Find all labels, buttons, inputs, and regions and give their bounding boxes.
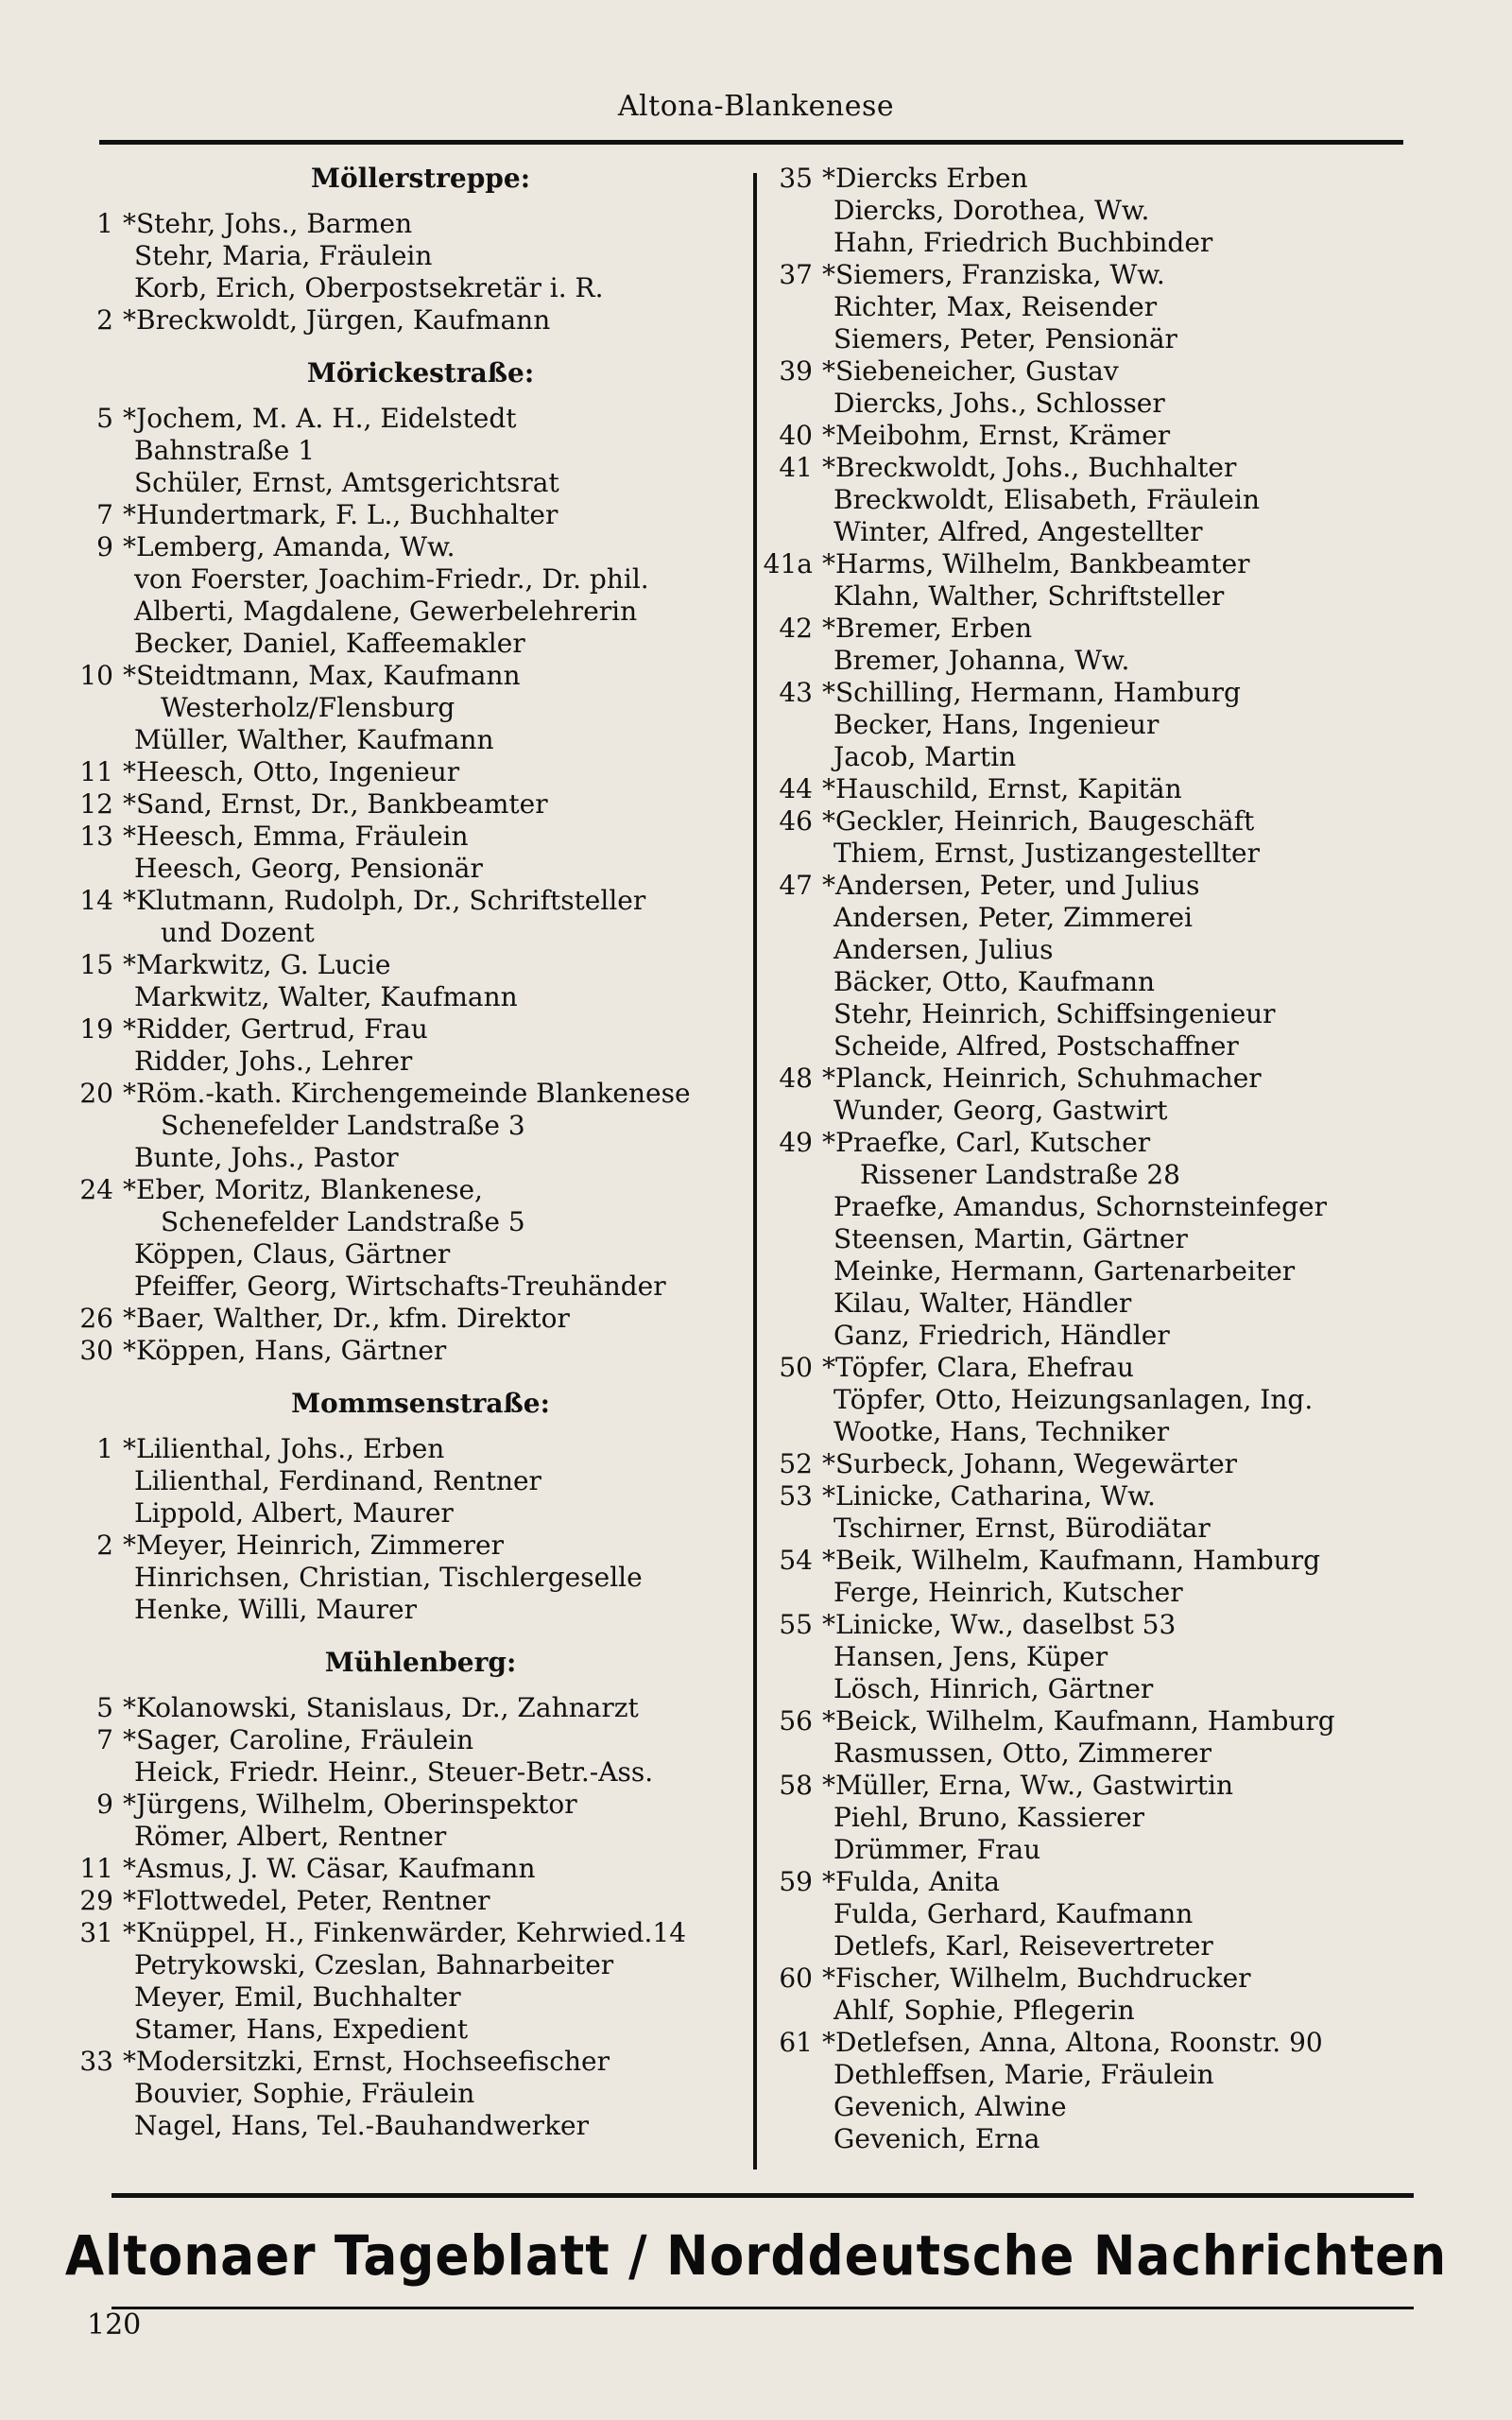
resident-text: Henke, Willi, Maurer xyxy=(134,1594,418,1625)
directory-entry xyxy=(756,291,1436,323)
resident-text: Heesch, Georg, Pensionär xyxy=(134,853,483,884)
resident-text: Lippold, Albert, Maurer xyxy=(134,1497,454,1529)
directory-entry xyxy=(756,1288,1436,1320)
page-number: 120 xyxy=(87,2308,142,2342)
directory-entry xyxy=(57,272,747,304)
house-number: 13 xyxy=(79,821,113,852)
directory-entry xyxy=(756,1352,1436,1384)
directory-entry xyxy=(756,1448,1436,1480)
directory-entry xyxy=(57,1692,747,1724)
house-number: 1 xyxy=(96,1433,113,1464)
resident-text: Becker, Hans, Ingenieur xyxy=(833,709,1160,740)
resident-text: Becker, Daniel, Kaffeemakler xyxy=(134,628,525,659)
house-number: 2 xyxy=(96,304,113,336)
house-number: 7 xyxy=(96,499,113,530)
resident-text: Winter, Alfred, Angestellter xyxy=(833,516,1203,547)
resident-text: Scheide, Alfred, Postschaffner xyxy=(833,1030,1239,1062)
right-column xyxy=(756,163,1436,2155)
resident-text: *Harms, Wilhelm, Bankbeamter xyxy=(822,548,1250,579)
directory-entry xyxy=(57,1270,747,1303)
resident-text: Schüler, Ernst, Amtsgerichtsrat xyxy=(134,467,559,498)
resident-text: Tschirner, Ernst, Bürodiätar xyxy=(833,1512,1211,1544)
directory-entry xyxy=(57,435,747,467)
house-number: 48 xyxy=(779,1063,813,1094)
resident-text: Heick, Friedr. Heinr., Steuer-Betr.-Ass. xyxy=(134,1756,654,1788)
directory-entry xyxy=(756,1866,1436,1898)
street-heading: Mommsenstraße: xyxy=(291,1388,550,1419)
house-number: 58 xyxy=(779,1770,813,1801)
house-number: 52 xyxy=(779,1448,813,1479)
directory-entry xyxy=(57,1497,747,1530)
resident-text: *Hundertmark, F. L., Buchhalter xyxy=(123,499,558,530)
house-number: 41a xyxy=(763,548,813,579)
resident-text: *Lemberg, Amanda, Ww. xyxy=(123,531,455,562)
resident-text: *Schilling, Hermann, Hamburg xyxy=(822,677,1241,708)
directory-entry xyxy=(756,323,1436,355)
directory-entry xyxy=(756,902,1436,934)
resident-text: und Dozent xyxy=(161,917,315,948)
directory-entry xyxy=(57,1142,747,1174)
resident-text: Bäcker, Otto, Kaufmann xyxy=(833,966,1156,997)
directory-entry xyxy=(756,2027,1436,2059)
directory-entry xyxy=(57,563,747,596)
house-number: 42 xyxy=(779,613,813,644)
resident-text: Wootke, Hans, Techniker xyxy=(833,1416,1170,1447)
directory-entry xyxy=(756,645,1436,677)
house-number: 49 xyxy=(779,1127,813,1158)
resident-text: Bouvier, Sophie, Fräulein xyxy=(134,2078,475,2109)
resident-text: Bahnstraße 1 xyxy=(134,435,316,466)
directory-entry xyxy=(756,227,1436,259)
directory-entry xyxy=(756,259,1436,291)
resident-text: *Beick, Wilhelm, Kaufmann, Hamburg xyxy=(822,1705,1335,1737)
resident-text: Diercks, Johs., Schlosser xyxy=(833,388,1165,419)
house-number: 10 xyxy=(79,660,113,691)
resident-text: *Breckwoldt, Jürgen, Kaufmann xyxy=(123,304,551,336)
resident-text: Praefke, Amandus, Schornsteinfeger xyxy=(833,1191,1327,1222)
directory-entry xyxy=(756,1191,1436,1223)
house-number: 20 xyxy=(79,1078,113,1109)
footer-rule xyxy=(112,2193,1414,2198)
resident-text: *Klutmann, Rudolph, Dr., Schriftsteller xyxy=(123,885,646,916)
directory-entry xyxy=(756,1512,1436,1545)
resident-text: *Surbeck, Johann, Wegewärter xyxy=(822,1448,1238,1479)
directory-entry xyxy=(57,1949,747,1981)
directory-entry xyxy=(756,773,1436,805)
resident-text: Meyer, Emil, Buchhalter xyxy=(134,1981,461,2013)
resident-text: Alberti, Magdalene, Gewerbelehrerin xyxy=(134,596,638,627)
house-number: 31 xyxy=(79,1917,113,1948)
resident-text: *Siemers, Franziska, Ww. xyxy=(822,259,1165,290)
directory-entry xyxy=(57,1821,747,1853)
resident-text: *Hauschild, Ernst, Kapitän xyxy=(822,773,1182,804)
directory-entry xyxy=(756,1577,1436,1609)
directory-entry xyxy=(57,1756,747,1789)
directory-entry xyxy=(756,613,1436,645)
house-number: 12 xyxy=(79,788,113,820)
resident-text: Steensen, Martin, Gärtner xyxy=(833,1223,1188,1254)
resident-text: Ferge, Heinrich, Kutscher xyxy=(833,1577,1183,1608)
directory-entry xyxy=(756,1320,1436,1352)
resident-text: Petrykowski, Czeslan, Bahnarbeiter xyxy=(134,1949,614,1980)
directory-entry xyxy=(57,1917,747,1949)
directory-entry xyxy=(756,1641,1436,1673)
directory-entry xyxy=(756,1705,1436,1737)
directory-entry xyxy=(57,821,747,853)
house-number: 9 xyxy=(96,1789,113,1820)
directory-entry xyxy=(756,1995,1436,2027)
resident-text: *Praefke, Carl, Kutscher xyxy=(822,1127,1151,1158)
resident-text: *Siebeneicher, Gustav xyxy=(822,355,1119,387)
directory-entry xyxy=(756,420,1436,452)
resident-text: Breckwoldt, Elisabeth, Fräulein xyxy=(833,484,1260,515)
house-number: 44 xyxy=(779,773,813,804)
directory-entry xyxy=(57,2078,747,2110)
house-number: 30 xyxy=(79,1335,113,1366)
directory-entry xyxy=(57,1013,747,1046)
resident-text: Hahn, Friedrich Buchbinder xyxy=(833,227,1213,258)
directory-entry xyxy=(57,467,747,499)
directory-entry xyxy=(57,1885,747,1917)
resident-text: Stamer, Hans, Expedient xyxy=(134,2014,469,2045)
street-heading: Mörickestraße: xyxy=(306,357,535,389)
house-number: 9 xyxy=(96,531,113,562)
resident-text: Wunder, Georg, Gastwirt xyxy=(833,1095,1168,1126)
resident-text: *Köppen, Hans, Gärtner xyxy=(123,1335,447,1366)
directory-entry xyxy=(57,1789,747,1821)
directory-entry xyxy=(756,1255,1436,1288)
resident-text: Diercks, Dorothea, Ww. xyxy=(833,195,1150,226)
directory-entry xyxy=(57,2110,747,2142)
resident-text: *Eber, Moritz, Blankenese, xyxy=(123,1174,483,1205)
directory-entry xyxy=(57,724,747,756)
directory-entry xyxy=(756,516,1436,548)
house-number: 55 xyxy=(779,1609,813,1640)
resident-text: *Modersitzki, Ernst, Hochseefischer xyxy=(123,2046,610,2077)
resident-text: Andersen, Peter, Zimmerei xyxy=(833,902,1193,933)
directory-entry xyxy=(57,756,747,788)
directory-entry xyxy=(756,163,1436,195)
house-number: 50 xyxy=(779,1352,813,1383)
directory-entry xyxy=(756,741,1436,773)
resident-text: *Meibohm, Ernst, Krämer xyxy=(822,420,1171,451)
directory-entry xyxy=(57,531,747,563)
resident-text: *Planck, Heinrich, Schuhmacher xyxy=(822,1063,1262,1094)
house-number: 54 xyxy=(779,1545,813,1576)
directory-entry xyxy=(756,195,1436,227)
resident-text: Bunte, Johs., Pastor xyxy=(134,1142,399,1173)
directory-entry xyxy=(756,1898,1436,1930)
house-number: 40 xyxy=(779,420,813,451)
resident-text: Kilau, Walter, Händler xyxy=(833,1288,1132,1319)
directory-entry xyxy=(756,452,1436,484)
directory-entry xyxy=(756,1802,1436,1834)
house-number: 24 xyxy=(79,1174,113,1205)
resident-text: Bremer, Johanna, Ww. xyxy=(833,645,1130,676)
resident-text: *Müller, Erna, Ww., Gastwirtin xyxy=(822,1770,1233,1801)
resident-text: *Diercks Erben xyxy=(822,163,1028,194)
resident-text: Hansen, Jens, Küper xyxy=(833,1641,1108,1672)
directory-entry xyxy=(756,2091,1436,2123)
resident-text: Drümmer, Frau xyxy=(833,1834,1041,1865)
resident-text: Gevenich, Alwine xyxy=(833,2091,1067,2122)
resident-text: Köppen, Claus, Gärtner xyxy=(134,1238,451,1270)
resident-text: *Andersen, Peter, und Julius xyxy=(822,870,1200,901)
resident-text: *Beik, Wilhelm, Kaufmann, Hamburg xyxy=(822,1545,1321,1576)
house-number: 46 xyxy=(779,805,813,837)
resident-text: *Breckwoldt, Johs., Buchhalter xyxy=(822,452,1237,483)
directory-entry xyxy=(756,1063,1436,1095)
house-number: 5 xyxy=(96,1692,113,1723)
directory-entry xyxy=(57,949,747,981)
house-number: 19 xyxy=(79,1013,113,1045)
directory-entry xyxy=(57,1724,747,1756)
resident-text: Rissener Landstraße 28 xyxy=(860,1159,1180,1190)
resident-text: Jacob, Martin xyxy=(833,741,1017,772)
directory-entry xyxy=(756,1737,1436,1770)
resident-text: Pfeiffer, Georg, Wirtschafts-Treuhänder xyxy=(134,1270,666,1302)
resident-text: *Bremer, Erben xyxy=(822,613,1033,644)
directory-entry xyxy=(57,1238,747,1270)
resident-text: Stehr, Heinrich, Schiffsingenieur xyxy=(833,998,1276,1029)
directory-entry xyxy=(756,1159,1436,1191)
house-number: 59 xyxy=(779,1866,813,1897)
resident-text: *Baer, Walther, Dr., kfm. Direktor xyxy=(123,1303,570,1334)
directory-entry xyxy=(57,1465,747,1497)
house-number: 41 xyxy=(779,452,813,483)
resident-text: *Sand, Ernst, Dr., Bankbeamter xyxy=(123,788,548,820)
directory-entry xyxy=(756,1480,1436,1512)
resident-text: Gevenich, Erna xyxy=(833,2123,1040,2154)
resident-text: *Töpfer, Clara, Ehefrau xyxy=(822,1352,1134,1383)
directory-entry xyxy=(57,885,747,917)
house-number: 53 xyxy=(779,1480,813,1512)
directory-entry xyxy=(756,1416,1436,1448)
directory-entry xyxy=(57,1335,747,1367)
house-number: 37 xyxy=(779,259,813,290)
house-number: 60 xyxy=(779,1962,813,1994)
resident-text: *Linicke, Catharina, Ww. xyxy=(822,1480,1156,1512)
directory-entry xyxy=(57,1562,747,1594)
directory-entry xyxy=(57,2014,747,2046)
directory-entry xyxy=(756,355,1436,388)
directory-entry xyxy=(57,596,747,628)
resident-text: *Stehr, Johs., Barmen xyxy=(123,208,413,239)
resident-text: Markwitz, Walter, Kaufmann xyxy=(134,981,518,1012)
resident-text: Siemers, Peter, Pensionär xyxy=(833,323,1177,354)
directory-entry xyxy=(756,966,1436,998)
directory-entry xyxy=(57,660,747,692)
directory-entry xyxy=(756,2123,1436,2155)
resident-text: Rasmussen, Otto, Zimmerer xyxy=(833,1737,1212,1769)
directory-entry xyxy=(756,838,1436,870)
header-rule xyxy=(99,140,1403,145)
resident-text: *Flottwedel, Peter, Rentner xyxy=(123,1885,490,1916)
directory-entry xyxy=(57,1530,747,1562)
directory-entry xyxy=(756,1545,1436,1577)
resident-text: Andersen, Julius xyxy=(833,934,1054,965)
directory-entry xyxy=(57,403,747,435)
house-number: 26 xyxy=(79,1303,113,1334)
resident-text: *Steidtmann, Max, Kaufmann xyxy=(123,660,521,691)
directory-entry xyxy=(57,1594,747,1626)
resident-text: Schenefelder Landstraße 5 xyxy=(161,1206,525,1237)
directory-entry xyxy=(756,1223,1436,1255)
directory-entry xyxy=(57,304,747,337)
resident-text: *Asmus, J. W. Cäsar, Kaufmann xyxy=(123,1853,536,1884)
house-number: 11 xyxy=(79,756,113,787)
house-number: 43 xyxy=(779,677,813,708)
directory-entry xyxy=(57,692,747,724)
directory-entry xyxy=(756,2059,1436,2091)
resident-text: Müller, Walther, Kaufmann xyxy=(134,724,494,755)
resident-text: Meinke, Hermann, Gartenarbeiter xyxy=(833,1255,1296,1287)
resident-text: *Ridder, Gertrud, Frau xyxy=(123,1013,428,1045)
directory-entry xyxy=(756,805,1436,838)
resident-text: *Geckler, Heinrich, Baugeschäft xyxy=(822,805,1255,837)
house-number: 2 xyxy=(96,1530,113,1561)
directory-entry xyxy=(57,628,747,660)
directory-entry xyxy=(756,1834,1436,1866)
resident-text: Ridder, Johs., Lehrer xyxy=(134,1046,413,1077)
resident-text: *Lilienthal, Johs., Erben xyxy=(123,1433,445,1464)
resident-text: Töpfer, Otto, Heizungsanlagen, Ing. xyxy=(833,1384,1314,1415)
resident-text: Schenefelder Landstraße 3 xyxy=(161,1110,525,1141)
resident-text: Piehl, Bruno, Kassierer xyxy=(833,1802,1145,1833)
house-number: 47 xyxy=(779,870,813,901)
resident-text: Richter, Max, Reisender xyxy=(833,291,1158,322)
resident-text: Fulda, Gerhard, Kaufmann xyxy=(833,1898,1194,1929)
directory-entry xyxy=(756,934,1436,966)
house-number: 39 xyxy=(779,355,813,387)
directory-entry xyxy=(57,208,747,240)
resident-text: *Fulda, Anita xyxy=(822,1866,1000,1897)
directory-entry xyxy=(57,1046,747,1078)
resident-text: *Knüppel, H., Finkenwärder, Kehrwied.14 xyxy=(123,1917,687,1948)
resident-text: Detlefs, Karl, Reisevertreter xyxy=(833,1930,1213,1962)
directory-entry xyxy=(57,981,747,1013)
house-number: 35 xyxy=(779,163,813,194)
directory-entry xyxy=(756,1770,1436,1802)
resident-text: Stehr, Maria, Fräulein xyxy=(134,240,433,271)
street-heading: Mühlenberg: xyxy=(324,1647,517,1678)
page-header-title: Altona-Blankenese xyxy=(617,90,895,123)
directory-entry xyxy=(57,1853,747,1885)
directory-entry xyxy=(756,1609,1436,1641)
left-column xyxy=(57,163,747,2142)
house-number: 1 xyxy=(96,208,113,239)
resident-text: *Markwitz, G. Lucie xyxy=(123,949,391,980)
resident-text: *Fischer, Wilhelm, Buchdrucker xyxy=(822,1962,1251,1994)
directory-entry xyxy=(756,1384,1436,1416)
directory-entry xyxy=(756,580,1436,613)
directory-entry xyxy=(756,677,1436,709)
resident-text: Ahlf, Sophie, Pflegerin xyxy=(833,1995,1135,2026)
resident-text: Lilienthal, Ferdinand, Rentner xyxy=(134,1465,541,1496)
resident-text: Ganz, Friedrich, Händler xyxy=(833,1320,1170,1351)
footer-rule-lower xyxy=(112,2307,1414,2309)
house-number: 61 xyxy=(779,2027,813,2058)
directory-entry xyxy=(57,1174,747,1206)
directory-entry xyxy=(756,1673,1436,1705)
resident-text: *Heesch, Otto, Ingenieur xyxy=(123,756,460,787)
directory-entry xyxy=(57,788,747,821)
resident-text: *Meyer, Heinrich, Zimmerer xyxy=(123,1530,504,1561)
directory-entry xyxy=(756,709,1436,741)
resident-text: Dethleffsen, Marie, Fräulein xyxy=(833,2059,1214,2090)
directory-entry xyxy=(57,240,747,272)
house-number: 7 xyxy=(96,1724,113,1755)
directory-entry xyxy=(57,1078,747,1110)
resident-text: *Kolanowski, Stanislaus, Dr., Zahnarzt xyxy=(123,1692,639,1723)
directory-entry xyxy=(756,484,1436,516)
resident-text: *Jochem, M. A. H., Eidelstedt xyxy=(123,403,517,434)
directory-entry xyxy=(57,2046,747,2078)
directory-entry xyxy=(57,1981,747,2014)
directory-entry xyxy=(756,870,1436,902)
directory-entry xyxy=(756,1127,1436,1159)
directory-entry xyxy=(756,1930,1436,1962)
directory-entry xyxy=(756,388,1436,420)
house-number: 29 xyxy=(79,1885,113,1916)
resident-text: Nagel, Hans, Tel.-Bauhandwerker xyxy=(134,2110,589,2141)
resident-text: Thiem, Ernst, Justizangestellter xyxy=(833,838,1260,869)
directory-entry xyxy=(756,1030,1436,1063)
resident-text: Klahn, Walther, Schriftsteller xyxy=(833,580,1225,612)
house-number: 56 xyxy=(779,1705,813,1737)
resident-text: Korb, Erich, Oberpostsekretär i. R. xyxy=(134,272,604,303)
directory-entry xyxy=(57,499,747,531)
resident-text: *Jürgens, Wilhelm, Oberinspektor xyxy=(123,1789,577,1820)
resident-text: *Röm.-kath. Kirchengemeinde Blankenese xyxy=(123,1078,691,1109)
directory-entry xyxy=(756,998,1436,1030)
resident-text: Römer, Albert, Rentner xyxy=(134,1821,447,1852)
directory-entry xyxy=(756,1095,1436,1127)
directory-entry xyxy=(756,1962,1436,1995)
directory-entry xyxy=(57,1206,747,1238)
directory-entry xyxy=(57,917,747,949)
resident-text: Westerholz/Flensburg xyxy=(161,692,455,723)
resident-text: von Foerster, Joachim-Friedr., Dr. phil. xyxy=(134,563,649,595)
resident-text: Hinrichsen, Christian, Tischlergeselle xyxy=(134,1562,643,1593)
street-heading: Möllerstreppe: xyxy=(310,163,531,194)
resident-text: *Detlefsen, Anna, Altona, Roonstr. 90 xyxy=(822,2027,1323,2058)
newspaper-banner: Altonaer Tageblatt / Norddeutsche Nachrichten xyxy=(64,2223,1448,2288)
directory-entry xyxy=(57,1303,747,1335)
house-number: 5 xyxy=(96,403,113,434)
directory-entry xyxy=(57,853,747,885)
resident-text: *Linicke, Ww., daselbst 53 xyxy=(822,1609,1177,1640)
resident-text: Lösch, Hinrich, Gärtner xyxy=(833,1673,1154,1704)
house-number: 14 xyxy=(79,885,113,916)
resident-text: *Sager, Caroline, Fräulein xyxy=(123,1724,474,1755)
directory-entry xyxy=(57,1110,747,1142)
resident-text: *Heesch, Emma, Fräulein xyxy=(123,821,469,852)
house-number: 11 xyxy=(79,1853,113,1884)
house-number: 15 xyxy=(79,949,113,980)
directory-entry xyxy=(756,548,1436,580)
directory-entry xyxy=(57,1433,747,1465)
house-number: 33 xyxy=(79,2046,113,2077)
